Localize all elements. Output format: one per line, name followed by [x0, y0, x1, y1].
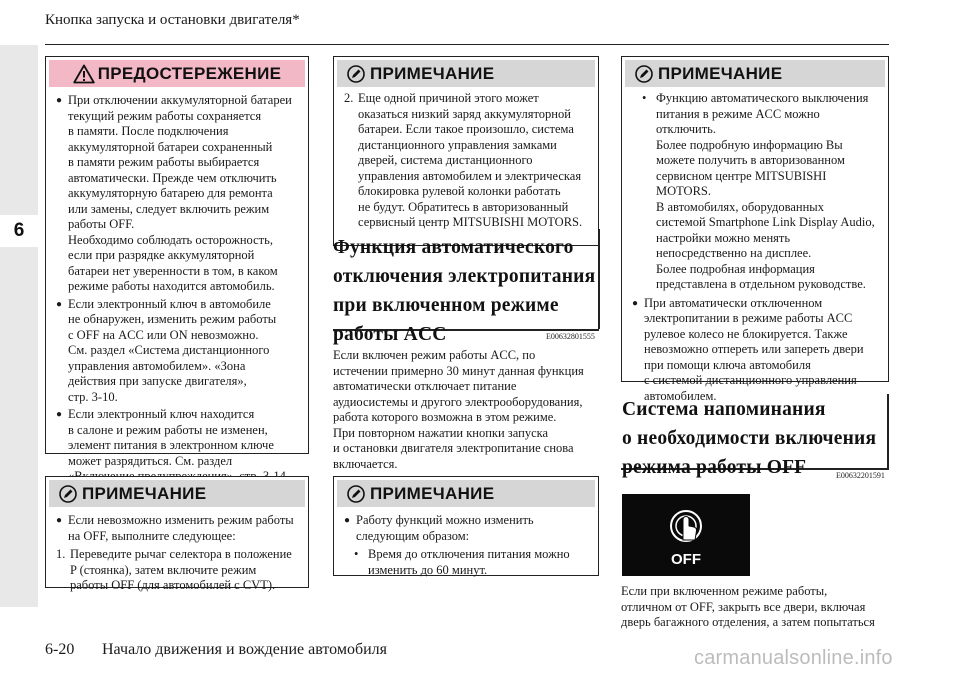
touch-button-icon [622, 494, 750, 576]
bullet-dot-icon: ● [56, 515, 63, 526]
note-box [333, 476, 599, 576]
note-header [625, 60, 885, 87]
list-item: ● Работу функций можно изменить следующим образом: [344, 513, 534, 543]
step-item: 1. Переведите рычаг селектора в положение P (стоянка), затем включите режим работы OFF (для автомобилей с CVT). [56, 547, 292, 592]
chapter-tab [0, 215, 38, 247]
note-title: ПРИМЕЧАНИЕ [82, 483, 207, 503]
note-header [49, 480, 305, 507]
list-item: ● При автоматически отключенном электропитании в режиме работы ACC рулевое колесо не блокируется. Также невозможно отпереть или запереть двери при помощи ключа автомобиля с системой дистанционного управления автомобилем. [632, 295, 864, 403]
chapter-name: Начало движения и вождение автомобиля [102, 641, 388, 658]
step-item: 2. Еще одной причиной этого может оказаться низкий заряд аккумуляторной батареи. Если такое произошло, система дистанционного управления замками дверей, система дистанционного управления автомобилем и электрическая блокировка рулевой колонки работать не будут. Обратитесь в авторизованный сервисный центр MITSUBISHI MOTORS. [344, 91, 583, 229]
note-box [333, 56, 599, 246]
list-item: ● При отключении аккумуляторной батареи текущий режим работы сохраняется в памяти. После подключения аккумуляторной батареи сохраненный в памяти режим работы выбирается автоматически. Прежде чем отключить аккумуляторную батарею для ремонта или замены, следует включить режим работы OFF. Необходимо соблюдать осторожность, если при разрядке аккумуляторной батареи нет уверенности в том, в каком режиме работы находится автомобиль. [56, 93, 292, 293]
bullet-dot-icon: ● [56, 298, 63, 310]
note-header [337, 480, 595, 507]
warning-triangle-icon [73, 64, 95, 84]
engine-switch-image [622, 494, 750, 576]
page-number: 6-20 [45, 641, 75, 658]
section-code: E00632201591 [836, 471, 885, 480]
watermark: carmanualsonline.info [694, 647, 893, 669]
note-title: ПРИМЕЧАНИЕ [370, 483, 495, 503]
off-label: OFF [671, 551, 701, 568]
sub-item: • Функцию автоматического выключения питания в режиме ACC можно отключить. Более подробную информацию Вы можете получить в авторизованном сервисном центре MITSUBISHI MOTORS. В автомобилях, оборудованных системой Smartphone Link Display Audio, настройки можно менять непосредственно на дисплее. Более подробная информация представлена в отдельном руководстве. [642, 91, 875, 291]
bullet-dot-icon: ● [56, 409, 63, 420]
note-box [45, 476, 309, 592]
section-body: Если при включенном режиме работы, отличном от OFF, закрыть все двери, включая дверь багажного отделения, а затем попытаться [621, 584, 875, 629]
section-heading: Система напоминания о необходимости включения режима работы OFF [622, 399, 877, 478]
bullet-dot-icon: ● [56, 95, 63, 106]
section-code: E00632801555 [546, 332, 595, 341]
note-pencil-icon [59, 485, 77, 503]
bullet-dot-icon: ● [344, 515, 351, 526]
note-title: ПРИМЕЧАНИЕ [370, 63, 495, 83]
list-item: ● Если электронный ключ в автомобиле не обнаружен, изменить режим работы с OFF на ACC или ON невозможно. См. раздел «Система дистанционного управления автомобилем». «Зона действия при запуске двигателя», стр. 3-10. [56, 296, 277, 404]
note-box [621, 56, 889, 403]
bullet-dot-icon: ● [632, 297, 639, 309]
note-header [337, 60, 595, 87]
section-rule [598, 229, 600, 329]
chapter-sidebar [0, 45, 38, 607]
section-body: Если включен режим работы ACC, по истечении примерно 30 минут данная функция автоматически отключает питание аудиосистемы и другого электрооборудования, работа которого возможна в этом режиме. При повторном нажатии кнопки запуска и остановки двигателя электропитание снова включается. [333, 348, 584, 471]
list-item: ● Если невозможно изменить режим работы на OFF, выполните следующее: [56, 513, 294, 543]
note-title: ПРИМЕЧАНИЕ [658, 63, 783, 83]
section-rule [887, 394, 889, 468]
note-pencil-icon [347, 485, 365, 503]
note-pencil-icon [635, 65, 653, 83]
header-divider [45, 44, 889, 45]
section-heading: Функция автоматического отключения электропитания при включенном режиме работы ACC [333, 237, 596, 345]
warning-box [45, 56, 309, 468]
warning-header [49, 60, 305, 87]
running-header: Кнопка запуска и остановки двигателя* [45, 12, 300, 28]
sub-item: • Время до отключения питания можно изменить до 60 минут. [354, 547, 570, 577]
list-item: ● Если электронный ключ находится в салоне и режим работы не изменен, элемент питания в электронном ключе может разрядиться. См. раздел [56, 407, 298, 485]
note-pencil-icon [347, 65, 365, 83]
warning-title: ПРЕДОСТЕРЕЖЕНИЕ [97, 63, 282, 83]
chapter-number: 6 [13, 220, 25, 241]
